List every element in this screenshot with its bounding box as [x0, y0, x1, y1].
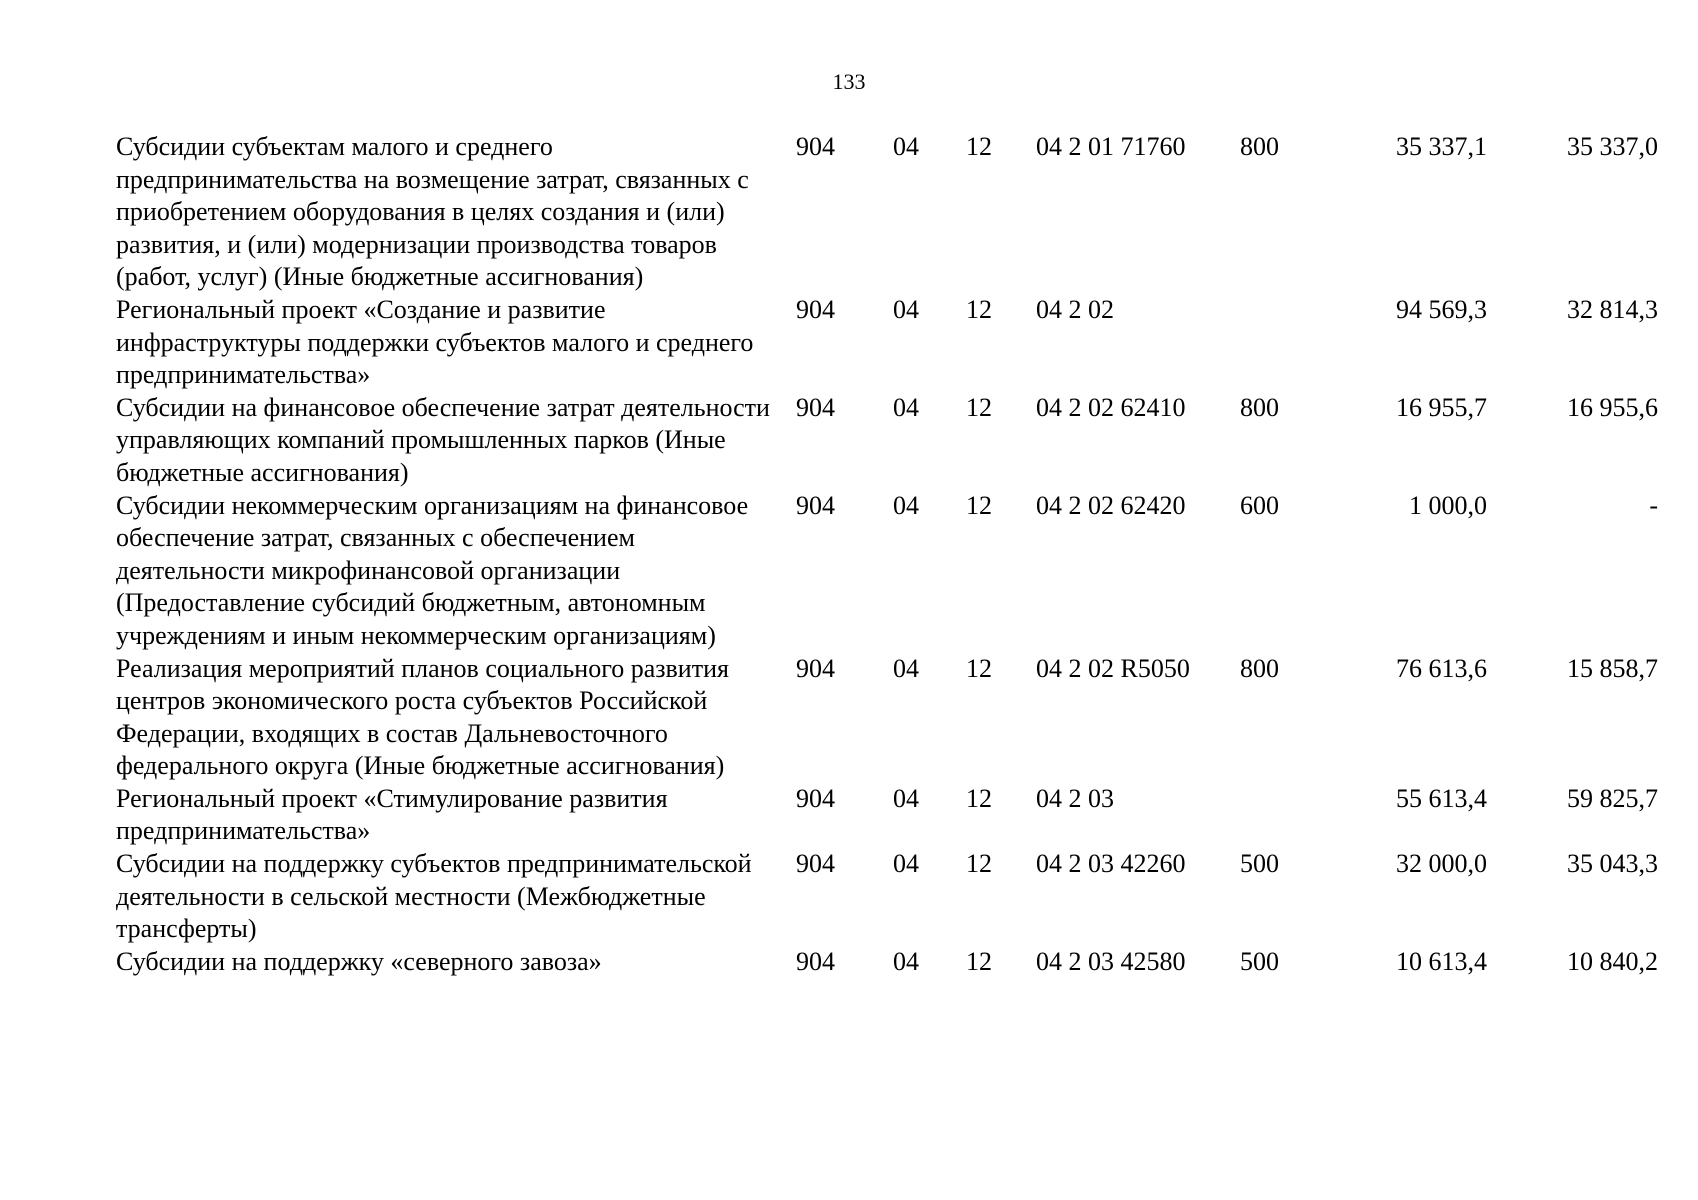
row-vr-code: 800 [1240, 653, 1279, 683]
row-vr-code: 500 [1240, 849, 1279, 879]
table-row [0, 294, 1698, 392]
row-sum-second: 35 043,3 [1567, 849, 1658, 879]
row-sum-second: 10 840,2 [1567, 946, 1658, 976]
row-pr-code: 12 [966, 294, 992, 324]
row-name: Реализация мероприятий планов социального развития центров экономического роста субъектов Российской Федерации, входящих в состав Дальневосточного федерального округа (Иные бюджетные ассигнования) [116, 653, 729, 781]
row-csr-code: 04 2 02 R5050 [1036, 653, 1190, 683]
table-row [0, 848, 1698, 946]
row-sum-first: 94 569,3 [1396, 294, 1487, 324]
row-rz-code: 04 [893, 653, 919, 683]
row-sum-second: - [1649, 490, 1658, 520]
table-row [0, 392, 1698, 490]
row-name: Субсидии некоммерческим организациям на финансовое обеспечение затрат, связанных с обеспечением деятельности микрофинансовой организации (Предоставление субсидий бюджетным, автономным учреждениям и иным некоммерческим организациям) [116, 490, 749, 650]
row-name: Субсидии на финансовое обеспечение затрат деятельности управляющих компаний промышленных парков (Иные бюджетные ассигнования) [116, 392, 770, 487]
row-gr-code: 904 [796, 392, 835, 422]
row-sum-second: 15 858,7 [1567, 653, 1658, 683]
table-row [0, 131, 1698, 294]
row-vr-code: 800 [1240, 392, 1279, 422]
row-name: Субсидии на поддержку субъектов предпринимательской деятельности в сельской местности (Межбюджетные трансферты) [116, 849, 752, 944]
row-sum-second: 59 825,7 [1567, 783, 1658, 813]
row-name: Субсидии на поддержку «северного завоза» [116, 946, 602, 976]
row-sum-first: 55 613,4 [1396, 783, 1487, 813]
row-csr-code: 04 2 02 62420 [1036, 490, 1186, 520]
row-csr-code: 04 2 03 [1036, 783, 1114, 813]
row-csr-code: 04 2 03 42580 [1036, 946, 1186, 976]
row-rz-code: 04 [893, 849, 919, 879]
row-sum-second: 16 955,6 [1567, 392, 1658, 422]
row-rz-code: 04 [893, 132, 919, 161]
row-gr-code: 904 [796, 946, 835, 976]
row-sum-first: 10 613,4 [1396, 946, 1487, 976]
row-csr-code: 04 2 02 [1036, 294, 1114, 324]
row-gr-code: 904 [796, 653, 835, 683]
row-pr-code: 12 [966, 849, 992, 879]
row-name: Региональный проект «Создание и развитие инфраструктуры поддержки субъектов малого и среднего предпринимательства» [116, 294, 754, 390]
row-vr-code: 800 [1240, 132, 1279, 161]
page-number: 133 [832, 69, 866, 94]
row-name: Субсидии субъектам малого и среднего предпринимательства на возмещение затрат, связанных с приобретением оборудования в целях создания и (или) развития, и (или) модернизации производства товаров (работ, услуг) (Иные бюджетные ассигнования) [116, 132, 749, 292]
row-vr-code: 500 [1240, 946, 1279, 976]
row-sum-first: 16 955,7 [1396, 392, 1487, 422]
row-csr-code: 04 2 03 42260 [1036, 849, 1186, 879]
budget-table [0, 131, 1698, 978]
row-csr-code: 04 2 01 71760 [1036, 132, 1186, 161]
row-pr-code: 12 [966, 392, 992, 422]
row-pr-code: 12 [966, 946, 992, 976]
row-rz-code: 04 [893, 783, 919, 813]
table-row [0, 783, 1698, 848]
row-gr-code: 904 [796, 294, 835, 324]
row-rz-code: 04 [893, 490, 919, 520]
table-row [0, 946, 1698, 979]
row-sum-second: 35 337,0 [1567, 132, 1658, 161]
row-pr-code: 12 [966, 490, 992, 520]
row-pr-code: 12 [966, 653, 992, 683]
row-csr-code: 04 2 02 62410 [1036, 392, 1186, 422]
row-rz-code: 04 [893, 392, 919, 422]
row-sum-second: 32 814,3 [1567, 294, 1658, 324]
row-rz-code: 04 [893, 946, 919, 976]
table-row [0, 490, 1698, 653]
row-sum-first: 76 613,6 [1396, 653, 1487, 683]
row-sum-first: 35 337,1 [1396, 132, 1487, 161]
row-pr-code: 12 [966, 132, 992, 161]
row-gr-code: 904 [796, 490, 835, 520]
row-vr-code: 600 [1240, 490, 1279, 520]
row-rz-code: 04 [893, 294, 919, 324]
row-sum-first: 32 000,0 [1396, 849, 1487, 879]
row-sum-first: 1 000,0 [1409, 490, 1487, 520]
table-row [0, 653, 1698, 783]
row-gr-code: 904 [796, 783, 835, 813]
row-name: Региональный проект «Стимулирование развития предпринимательства» [116, 783, 668, 846]
row-pr-code: 12 [966, 783, 992, 813]
row-gr-code: 904 [796, 132, 835, 161]
row-gr-code: 904 [796, 849, 835, 879]
